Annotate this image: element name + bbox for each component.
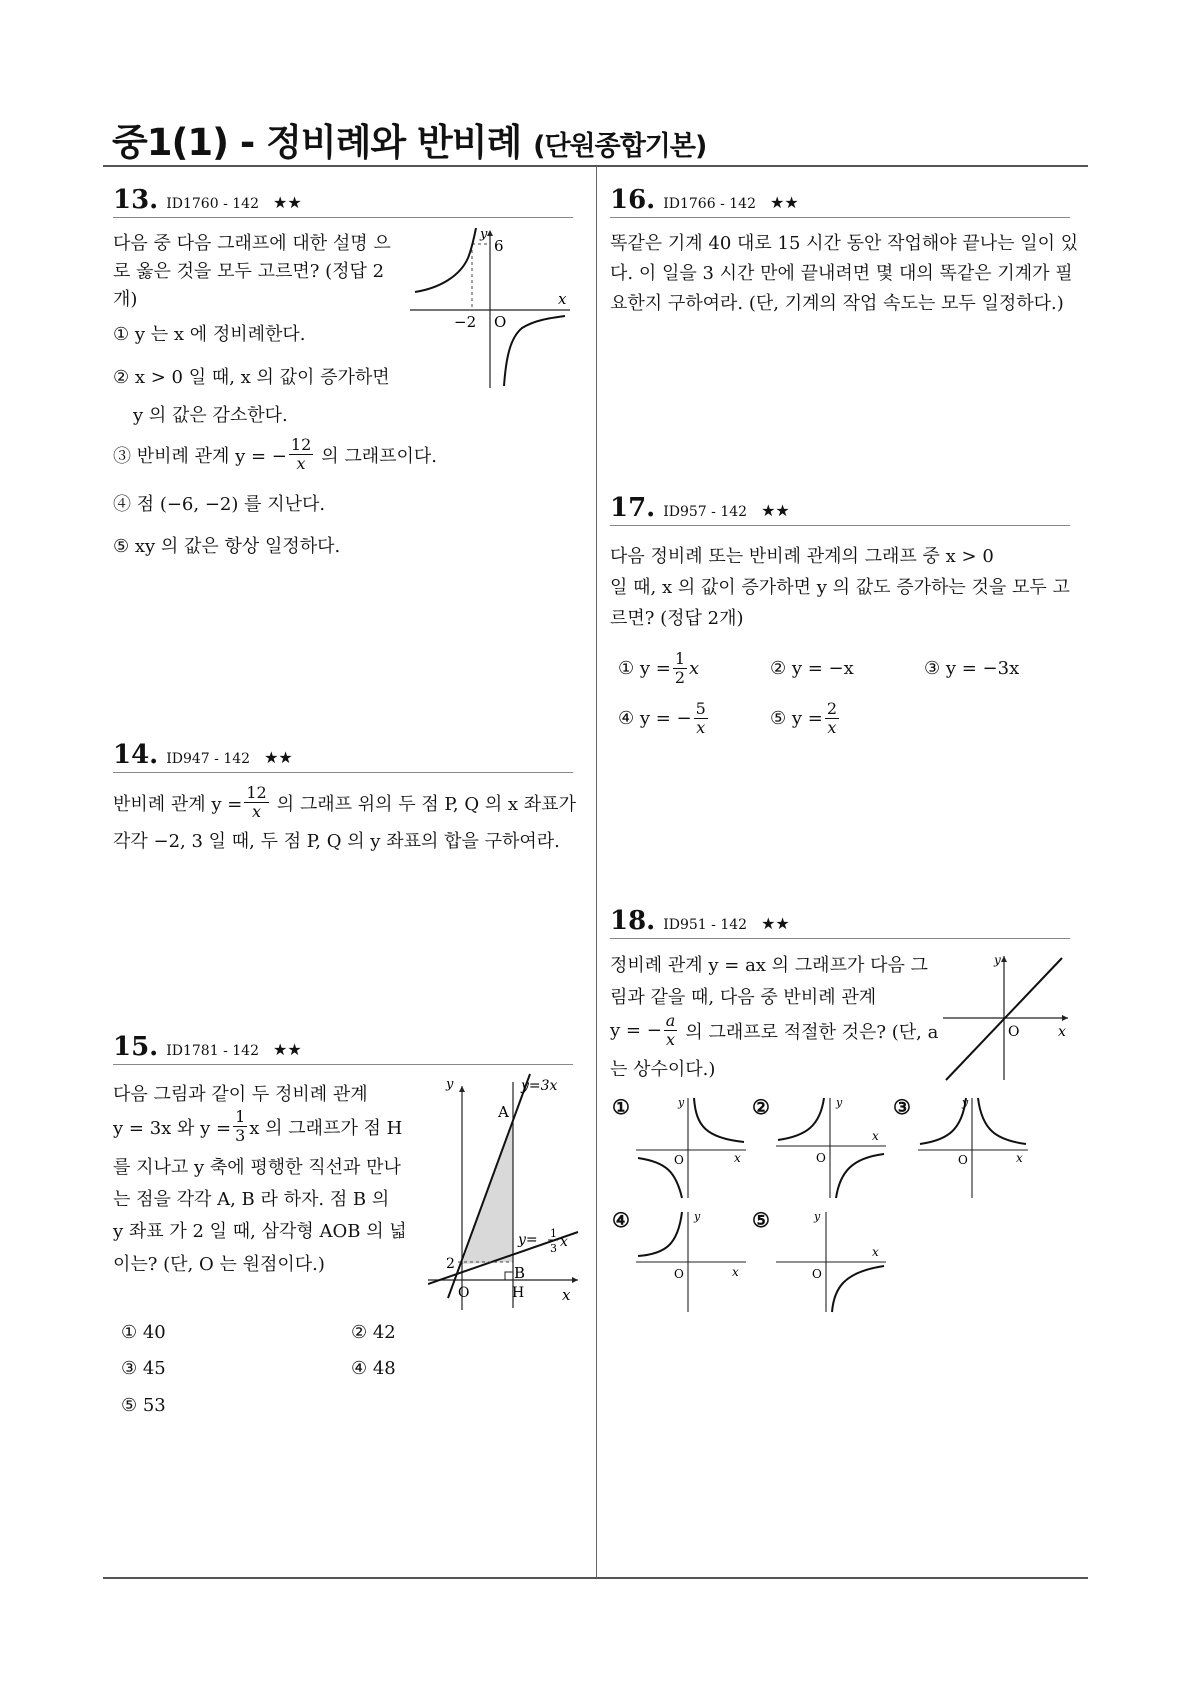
choice-text: ④ y = − [618,708,692,729]
origin-label: O [458,1285,470,1301]
fraction [289,436,313,473]
numerator: 1 [674,649,686,668]
column-divider [596,167,597,1577]
x-label: x [732,1265,739,1279]
problem-15-line-2 [113,1108,402,1145]
problem-18-option-4-graph [636,1210,748,1314]
choice-var: x [689,658,700,679]
problem-15-choice-2: ② 42 [351,1322,396,1343]
numerator: 2 [826,699,838,718]
problem-17-choice-3: ③ y = −3x [924,658,1020,679]
denominator: x [696,718,706,737]
line-1-tail: 의 그래프 위의 두 점 P, Q 의 x 좌표가 [276,793,576,815]
difficulty-stars: ★★ [272,193,302,212]
problem-number: 15. [113,1032,159,1062]
problem-id: ID1760 - 142 [166,196,259,212]
problem-id: ID1766 - 142 [663,196,756,212]
label-frac-den: 3 [550,1242,557,1255]
curve-branch-1 [778,1098,824,1140]
problem-15-header [113,1032,573,1065]
numerator: a [665,1011,676,1030]
label-two: 2 [446,1256,455,1272]
problem-18-main-graph [940,952,1070,1082]
origin-label: O [674,1153,684,1167]
problem-15-line-4: 는 점을 각각 A, B 라 하자. 점 B 의 [113,1189,390,1210]
problem-17-choice-4 [618,700,710,737]
label-H: H [512,1285,525,1301]
problem-18-line-1: 정비례 관계 y = ax 의 그래프가 다음 그 [610,955,928,976]
label-A: A [498,1103,509,1121]
curve-right-branch [504,316,565,386]
problem-13-choice-4: ④ 점 (−6, −2) 를 지난다. [113,494,326,515]
x-label: x [562,1286,571,1304]
problem-17-line-3: 르면? (정답 2개) [610,608,744,629]
problem-15-choice-4: ④ 48 [351,1358,396,1379]
label-y-3x: y=3x [521,1078,558,1094]
curve-branch-1 [920,1098,966,1144]
page-title [112,112,706,166]
problem-13-graph [410,228,570,388]
y-axis-arrow [487,230,493,236]
problem-17-choice-1 [618,650,699,687]
choice-3-tail: 의 그래프이다. [321,445,438,467]
problem-15-choice-1: ① 40 [121,1322,166,1343]
problem-16-header [610,185,1070,218]
problem-18-option-3-label: ③ [893,1095,911,1119]
y-label: y [962,1096,969,1109]
problem-17-choice-5 [770,700,841,737]
problem-18-option-5-label: ⑤ [752,1208,770,1232]
numerator: 12 [290,435,312,454]
problem-id: ID957 - 142 [663,504,748,520]
problem-number: 16. [610,185,656,215]
problem-15-line-6: 이는? (단, O 는 원점이다.) [113,1254,325,1275]
choice-3-text: ③ 반비례 관계 y = − [113,445,287,467]
origin-label: O [812,1267,822,1281]
problem-17-line-2: 일 때, x 의 값이 증가하면 y 의 값도 증가하는 것을 모두 고 [610,577,1070,598]
x-axis-arrow [1062,1015,1068,1021]
problem-15-graph [428,1072,580,1312]
problem-14-line-1 [113,784,576,821]
difficulty-stars: ★★ [264,748,293,767]
fraction [244,784,268,821]
x-axis-arrow [572,1277,578,1283]
bottom-rule [103,1577,1088,1579]
x-label: x [1058,1024,1066,1040]
problem-13-choice-5: ⑤ xy 의 값은 항상 일정하다. [113,536,341,557]
x-label: x [872,1129,879,1143]
problem-number: 18. [610,906,656,936]
problem-18-option-2-graph [776,1096,888,1200]
problem-18-option-1-graph [636,1096,748,1200]
choice-text: ① y = [618,658,671,679]
problem-14-header [113,740,573,773]
numerator: 12 [246,783,267,802]
denominator: x [296,454,306,473]
problem-15-choice-3: ③ 45 [121,1358,166,1379]
numerator: 1 [235,1107,246,1126]
label-y-eq: y= [518,1232,538,1248]
label-B: B [514,1264,526,1282]
fraction [233,1108,247,1145]
curve-branch [832,1266,884,1312]
problem-17-header [610,493,1070,526]
page-title-sub: (단원종합기본) [533,131,707,162]
page-title-main: 중1(1) - 정비례와 반비례 [112,121,522,164]
curve-left-branch [415,228,476,292]
line-2-head: y = 3x 와 y = [113,1117,232,1139]
problem-number: 13. [113,185,159,215]
problem-13-choice-1: ① y 는 x 에 정비례한다. [113,324,306,345]
y-label: y [814,1210,821,1223]
origin-label: O [494,313,507,331]
problem-13-choice-2-cont: y 의 값은 감소한다. [133,405,288,426]
line-3-head: y = − [610,1020,662,1041]
fraction [664,1012,678,1049]
denominator: 2 [674,668,686,687]
problem-18-line-2: 림과 같을 때, 다음 중 반비례 관계 [610,987,877,1008]
problem-17-line-1: 다음 정비례 또는 반비례 관계의 그래프 중 x > 0 [610,546,994,567]
difficulty-stars: ★★ [761,914,790,933]
problem-18-line-4: 는 상수이다.) [610,1059,716,1080]
denominator: x [827,718,837,737]
denominator: x [666,1030,676,1049]
problem-16-line-2: 다. 이 일을 3 시간 만에 끝내려면 몇 대의 똑같은 기계가 필 [610,263,1073,284]
problem-15-choice-5: ⑤ 53 [121,1395,166,1416]
x-label: x [734,1151,741,1165]
difficulty-stars: ★★ [769,193,799,212]
problem-18-option-1-label: ① [612,1095,630,1119]
problem-13-header [113,185,573,218]
problem-13-stem-3: 개) [113,289,138,310]
problem-18-header [610,906,1070,939]
line-1-head: 반비례 관계 y = [113,793,243,815]
curve-branch-2 [978,1098,1026,1144]
problem-13-choice-2: ② x > 0 일 때, x 의 값이 증가하면 [113,367,390,388]
y-label: y [836,1096,843,1109]
x-label: x [872,1245,879,1259]
line-3-tail: 의 그래프로 적절한 것은? (단, a [685,1021,939,1043]
line-2-tail: x 의 그래프가 점 H [249,1117,403,1139]
problem-16-line-1: 똑같은 기계 40 대로 15 시간 동안 작업해야 끝나는 일이 있 [610,233,1079,254]
problem-id: ID1781 - 142 [166,1043,259,1059]
problem-id: ID951 - 142 [663,917,748,933]
problem-13-stem-1: 다음 중 다음 그래프에 대한 설명 으 [113,233,391,254]
label-six: 6 [494,237,504,255]
problem-18-option-3-graph [918,1096,1030,1200]
fraction [694,700,708,737]
right-angle-mark [505,1272,513,1280]
label-frac-x: x [560,1234,568,1250]
x-label: x [1016,1151,1023,1165]
problem-18-option-2-label: ② [752,1095,770,1119]
origin-label: O [816,1151,826,1165]
problem-14-line-2: 각각 −2, 3 일 때, 두 점 P, Q 의 y 좌표의 합을 구하여라. [113,831,560,852]
problem-number: 17. [610,493,656,523]
label-frac-num: 1 [550,1227,557,1240]
y-axis-arrow [1001,956,1007,962]
problem-17-choice-2: ② y = −x [770,658,854,679]
origin-label: O [958,1153,968,1167]
problem-15-line-1: 다음 그림과 같이 두 정비례 관계 [113,1084,368,1105]
denominator: x [252,802,262,821]
y-label: y [480,228,488,242]
problem-15-line-5: y 좌표 가 2 일 때, 삼각형 AOB 의 넓 [113,1221,407,1242]
y-axis-arrow [459,1086,465,1092]
problem-15-line-3: 를 지나고 y 축에 평행한 직선과 만나 [113,1157,401,1178]
numerator: 5 [695,699,706,718]
y-label: y [678,1096,685,1109]
fraction [673,650,687,687]
curve-branch-1 [694,1098,744,1142]
problem-16-line-3: 요한지 구하여라. (단, 기계의 작업 속도는 모두 일정하다.) [610,293,1064,314]
y-label: y [446,1077,454,1092]
y-label: y [994,953,1001,967]
curve-branch [638,1212,682,1256]
problem-13-choice-3 [113,436,437,473]
difficulty-stars: ★★ [272,1040,302,1059]
x-label: x [558,290,567,308]
origin-label: O [1008,1024,1020,1040]
choice-text: ⑤ y = [770,708,823,729]
problem-18-line-3 [610,1012,938,1049]
denominator: 3 [235,1126,246,1145]
y-label: y [694,1210,701,1223]
fraction [825,700,839,737]
curve-branch-2 [836,1154,884,1198]
problem-number: 14. [113,740,159,770]
problem-id: ID947 - 142 [166,751,251,767]
origin-label: O [674,1267,684,1281]
problem-18-option-4-label: ④ [612,1208,630,1232]
label-neg-two: −2 [454,313,477,331]
problem-18-option-5-graph [776,1210,888,1314]
difficulty-stars: ★★ [761,501,790,520]
problem-13-stem-2: 로 옳은 것을 모두 고르면? (정답 2 [113,261,385,282]
